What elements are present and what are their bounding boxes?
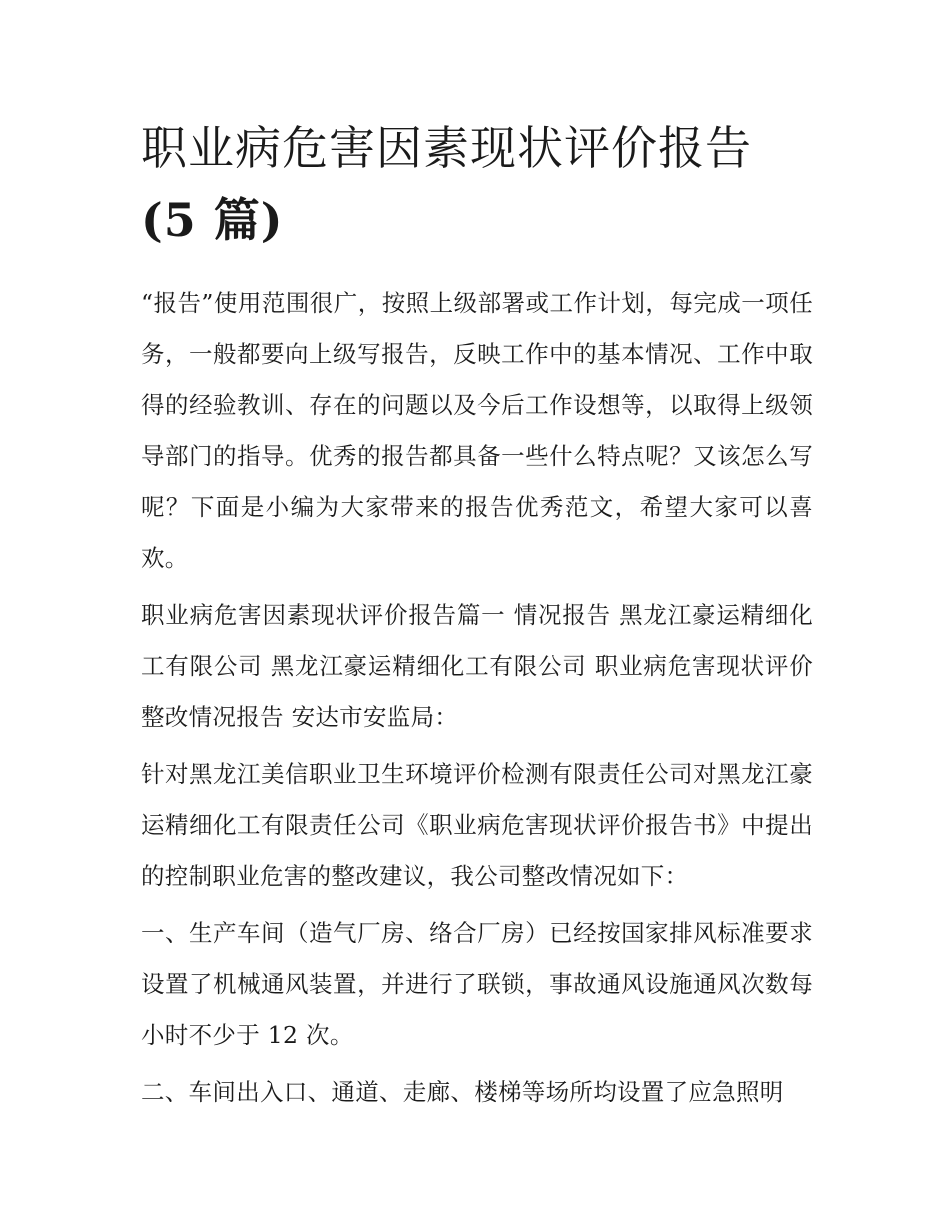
document-title (141, 112, 813, 256)
item-one-paragraph: 一、生产车间（造气厂房、络合厂房）已经按国家排风标准要求设置了机械通风装置，并进行了联锁，事故通风设施通风次数每小时不少于 12 次。 (141, 919, 813, 1049)
document-title-main: 职业病危害因素现状评价报告 (141, 121, 752, 175)
document-title-suffix: (5 篇) (141, 193, 284, 247)
document-body (141, 278, 813, 1118)
item-two-paragraph: 二、车间出入口、通道、走廊、楼梯等场所均设置了应急照明 (141, 1078, 784, 1106)
report-heading-paragraph: 职业病危害因素现状评价报告篇一 情况报告 黑龙江豪运精细化工有限公司 黑龙江豪运精细化工有限公司 职业病危害现状评价整改情况报告 安达市安监局： (141, 601, 813, 731)
document-page (141, 112, 813, 1124)
rectification-intro-paragraph: 针对黑龙江美信职业卫生环境评价检测有限责任公司对黑龙江豪运精细化工有限责任公司《职业病危害现状评价报告书》中提出的控制职业危害的整改建议，我公司整改情况如下： (141, 760, 813, 890)
intro-paragraph: “报告”使用范围很广，按照上级部署或工作计划，每完成一项任务，一般都要向上级写报告，反映工作中的基本情况、工作中取得的经验教训、存在的问题以及今后工作设想等，以取得上级领导部门的指导。优秀的报告都具备一些什么特点呢？又该怎么写呢？下面是小编为大家带来的报告优秀范文，希望大家可以喜欢。 (141, 289, 813, 572)
